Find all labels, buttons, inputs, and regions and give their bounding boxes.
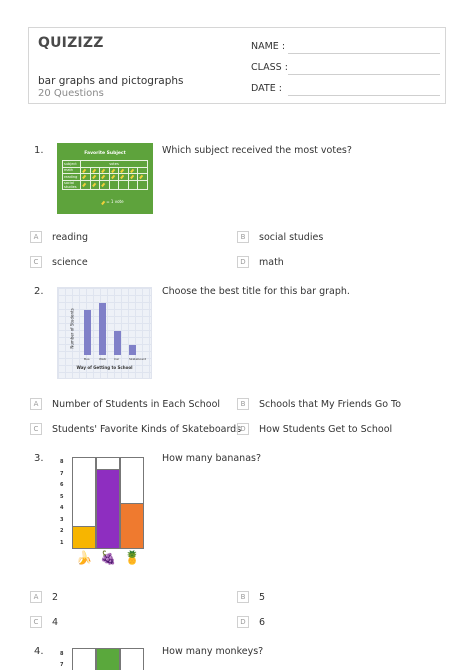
col-header-votes: votes [81, 161, 148, 168]
worksheet-title: bar graphs and pictographs [38, 75, 184, 87]
x-tick-label: Walk [99, 357, 107, 361]
pictograph-title: Favorite Subject [84, 151, 126, 156]
y-axis-label: Number of Students [69, 308, 75, 349]
question-number: 2. [34, 286, 44, 297]
option-text: reading [52, 231, 89, 243]
option-b[interactable] [237, 591, 265, 603]
y-tick-label: 5 [60, 493, 64, 500]
grapes-icon: 🍇 [100, 551, 117, 566]
date-field[interactable] [251, 83, 282, 94]
pencil-icon [101, 175, 105, 179]
pencil-icon [111, 175, 115, 179]
y-tick-label: 8 [60, 459, 64, 465]
question-text: Which subject received the most votes? [162, 145, 352, 156]
option-letter: B [237, 398, 249, 410]
pencil-icon [92, 183, 96, 187]
bar [114, 331, 121, 355]
y-tick-label: 6 [60, 482, 64, 488]
class-label: CLASS : [251, 62, 288, 73]
option-letter: D [237, 256, 249, 268]
question-text: Choose the best title for this bar graph. [162, 286, 350, 297]
bar [84, 310, 91, 355]
y-tick-label: 8 [60, 651, 64, 657]
empty-vote-cell [138, 180, 148, 189]
row-label: social studies [63, 180, 81, 189]
bar [120, 503, 144, 549]
pencil-icon [130, 168, 134, 172]
option-text: How Students Get to School [259, 423, 393, 435]
option-letter: A [30, 398, 42, 410]
empty-vote-cell [119, 180, 129, 189]
option-letter: D [237, 616, 249, 628]
bar [96, 648, 120, 670]
y-tick-label: 4 [60, 505, 64, 511]
option-a[interactable] [30, 398, 220, 410]
pencil-icon [111, 168, 115, 172]
quizizz-logo: QUIZIZZ [38, 35, 104, 51]
option-d[interactable] [237, 256, 284, 268]
question-text: How many monkeys? [162, 646, 264, 657]
x-axis-label: Way of Getting to School [76, 365, 133, 370]
y-tick-label: 3 [60, 516, 64, 523]
fruit-bar-graph [60, 455, 144, 570]
bar [129, 345, 136, 355]
option-letter: A [30, 231, 42, 243]
option-letter: C [30, 256, 42, 268]
option-letter: B [237, 591, 249, 603]
option-d[interactable] [237, 616, 265, 628]
pencil-vote-cell [81, 180, 91, 189]
empty-vote-cell [128, 180, 138, 189]
pencil-icon [92, 168, 96, 172]
pencil-icon [120, 168, 124, 172]
pencil-icon [120, 175, 124, 179]
x-tick-label: Car [114, 357, 120, 361]
option-a[interactable] [30, 591, 58, 603]
option-text: science [52, 256, 88, 268]
x-tick-label: Skateboard [129, 357, 147, 361]
option-a[interactable] [30, 231, 88, 243]
option-b[interactable] [237, 398, 401, 410]
pencil-icon [130, 175, 134, 179]
option-c[interactable] [30, 256, 88, 268]
y-tick-label: 7 [60, 470, 64, 477]
option-text: 5 [259, 591, 266, 603]
question-number: 4. [34, 646, 44, 657]
option-c[interactable] [30, 616, 58, 628]
question-number: 1. [34, 145, 44, 156]
pencil-icon [82, 183, 86, 187]
pencil-vote-cell [100, 180, 110, 189]
option-text: Schools that My Friends Go To [259, 398, 402, 410]
option-letter: D [237, 423, 249, 435]
question-text: How many bananas? [162, 453, 262, 464]
name-label: NAME : [251, 41, 286, 52]
option-letter: B [237, 231, 249, 243]
option-text: 4 [52, 616, 59, 628]
favorite-subject-pictograph [57, 143, 153, 214]
banana-icon: 🍌 [76, 551, 93, 566]
school-transport-bar-graph [57, 287, 152, 379]
bar-cell [120, 648, 144, 670]
date-label: DATE : [251, 83, 282, 94]
empty-vote-cell [109, 180, 119, 189]
bar [96, 469, 120, 550]
row-label: reading [63, 174, 81, 181]
pencil-vote-cell [90, 180, 100, 189]
option-text: Number of Students in Each School [52, 398, 221, 410]
worksheet-header [28, 27, 446, 104]
pencil-icon [82, 175, 86, 179]
option-b[interactable] [237, 231, 323, 243]
pencil-icon [101, 200, 105, 204]
key-label: = 1 vote [106, 199, 124, 204]
y-tick-label: 1 [60, 539, 64, 546]
option-text: Students' Favorite Kinds of Skateboards [52, 423, 242, 435]
class-field[interactable] [251, 62, 288, 73]
pencil-icon [101, 168, 105, 172]
bar-cell [72, 648, 96, 670]
option-letter: C [30, 616, 42, 628]
y-tick-label: 2 [60, 528, 64, 534]
monkey-bar-graph [60, 648, 144, 670]
option-text: social studies [259, 231, 324, 243]
y-tick-label: 7 [60, 662, 64, 668]
pencil-icon [140, 175, 144, 179]
name-field[interactable] [251, 41, 285, 52]
pencil-icon [92, 175, 96, 179]
option-d[interactable] [237, 423, 392, 435]
question-count: 20 Questions [38, 88, 104, 99]
bar [72, 526, 96, 549]
pencil-icon [101, 183, 105, 187]
bar [99, 303, 106, 356]
pictograph-table [62, 160, 148, 190]
row-label: math [63, 167, 81, 174]
option-text: 6 [259, 616, 266, 628]
pencil-icon [82, 168, 86, 172]
x-tick-label: Bus [84, 357, 90, 361]
option-text: math [259, 256, 284, 268]
option-text: 2 [52, 591, 59, 603]
option-letter: C [30, 423, 42, 435]
question-number: 3. [34, 453, 44, 464]
option-letter: A [30, 591, 42, 603]
option-c[interactable] [30, 423, 241, 435]
pictograph-key [101, 199, 124, 204]
pineapple-icon: 🍍 [124, 551, 141, 566]
col-header-subject: subject [63, 161, 81, 168]
